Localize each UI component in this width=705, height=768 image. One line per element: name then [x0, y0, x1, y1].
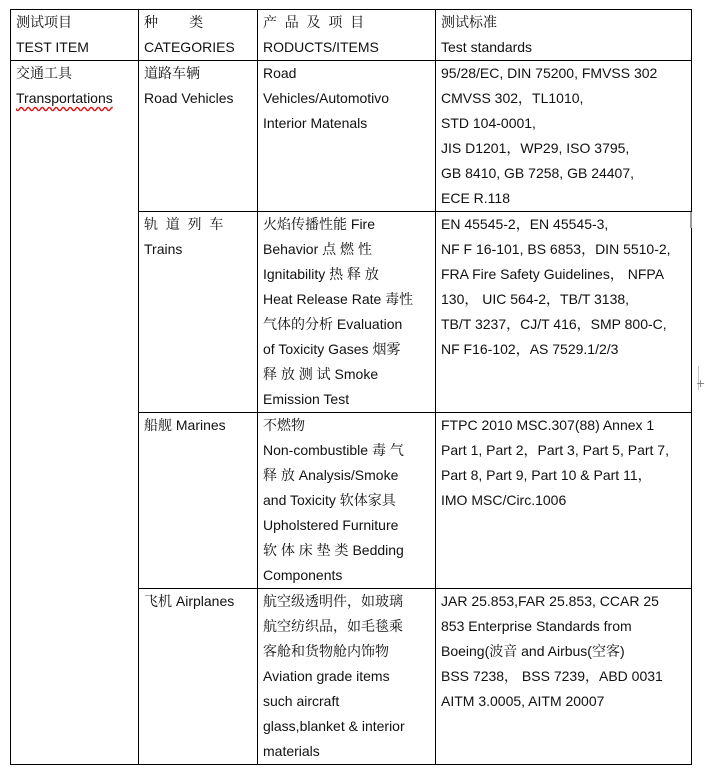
category-line: 轨 道 列 车 [144, 216, 224, 232]
category-line: 船舰 Marines [144, 417, 226, 433]
standard-line: FTPC 2010 MSC.307(88) Annex 1 [441, 417, 655, 433]
header-row [11, 10, 692, 61]
standard-line: EN 45545-2，EN 45545-3, [441, 216, 609, 232]
products-cell [258, 212, 436, 413]
product-line: 航空级透明件，如玻璃 [263, 593, 403, 609]
table-row-road-vehicles [11, 61, 692, 212]
products-cell [258, 589, 436, 765]
standard-line: 130， UIC 564-2，TB/T 3138, [441, 291, 630, 307]
standard-line: Boeing(波音 and Airbus(空客) [441, 643, 625, 659]
product-line: Behavior 点 燃 性 [263, 241, 372, 257]
header-prod-zh: 产 品 及 项 目 [263, 14, 365, 30]
category-cell [139, 212, 258, 413]
header-prod-en: RODUCTS/ITEMS [263, 39, 379, 55]
category-line: 道路车辆 [144, 65, 200, 81]
product-line: 不燃物 [263, 417, 305, 433]
standards-cell [436, 212, 692, 413]
product-line: 航空纺织品，如毛毯乘 [263, 618, 403, 634]
standards-cell [436, 61, 692, 212]
standard-line: STD 104-0001, [441, 115, 536, 131]
product-line: Ignitability 热 释 放 [263, 266, 379, 282]
header-cat-zh: 种 类 [144, 14, 204, 30]
standard-line: GB 8410, GB 7258, GB 24407, [441, 165, 635, 181]
products-cell [258, 413, 436, 589]
standard-line: JAR 25.853,FAR 25.853, CCAR 25 [441, 593, 659, 609]
products-cell [258, 61, 436, 212]
product-line: 释 放 测 试 Smoke [263, 366, 379, 382]
product-line: such aircraft [263, 693, 340, 709]
product-line: Aviation grade items [263, 668, 390, 684]
header-standards [436, 10, 692, 61]
standard-line: 853 Enterprise Standards from [441, 618, 632, 634]
product-line: glass,blanket & interior [263, 718, 405, 734]
header-item-zh: 测试项目 [16, 14, 72, 30]
standard-line: ECE R.118 [441, 190, 510, 206]
header-std-en: Test standards [441, 39, 533, 55]
standard-line: Part 8, Part 9, Part 10 & Part 11， [441, 467, 652, 483]
product-line: 软 体 床 垫 类 Bedding [263, 542, 404, 558]
product-line: Non-combustible 毒 气 [263, 442, 404, 458]
header-std-zh: 测试标准 [441, 14, 497, 30]
product-line: of Toxicity Gases 烟雾 [263, 341, 401, 357]
product-line: Upholstered Furniture [263, 517, 399, 533]
standard-line: Part 1, Part 2，Part 3, Part 5, Part 7, [441, 442, 669, 458]
test-item-zh: 交通工具 [16, 65, 72, 81]
product-line: 火焰传播性能 Fire [263, 216, 375, 232]
category-cell [139, 413, 258, 589]
standard-line: TB/T 3237，CJ/T 416，SMP 800-C, [441, 316, 667, 332]
product-line: materials [263, 743, 320, 759]
header-test-item [11, 10, 139, 61]
standard-line: NF F16-102，AS 7529.1/2/3 [441, 341, 619, 357]
standard-line: BSS 7238， BSS 7239，ABD 0031 [441, 668, 663, 684]
test-item-en: Transportations [16, 90, 113, 106]
standards-table [10, 9, 692, 765]
test-item-cell [11, 61, 139, 765]
standards-cell [436, 413, 692, 589]
product-line: 气体的分析 Evaluation [263, 316, 403, 332]
category-line: Trains [144, 241, 183, 257]
product-line: Emission Test [263, 391, 350, 407]
category-line: 飞机 Airplanes [144, 593, 235, 609]
row-boundary-marker [690, 212, 692, 228]
product-line: Interior Matenals [263, 115, 368, 131]
standard-line: FRA Fire Safety Guidelines， NFPA [441, 266, 665, 282]
category-line: Road Vehicles [144, 90, 234, 106]
product-line: 客舱和货物舱内饰物 [263, 643, 389, 659]
header-categories [139, 10, 258, 61]
product-line: Components [263, 567, 343, 583]
standard-line: 95/28/EC, DIN 75200, FMVSS 302 [441, 65, 658, 81]
category-cell [139, 61, 258, 212]
plus-icon[interactable]: + [696, 377, 705, 390]
standard-line: IMO MSC/Circ.1006 [441, 492, 567, 508]
header-cat-en: CATEGORIES [144, 39, 235, 55]
product-line: Vehicles/Automotivo [263, 90, 390, 106]
standard-line: CMVSS 302，TL1010, [441, 90, 584, 106]
standard-line: JIS D1201，WP29, ISO 3795, [441, 140, 630, 156]
product-line: Heat Release Rate 毒性 [263, 291, 414, 307]
product-line: Road [263, 65, 297, 81]
standards-cell [436, 589, 692, 765]
product-line: 释 放 Analysis/Smoke [263, 467, 399, 483]
category-cell [139, 589, 258, 765]
header-item-en: TEST ITEM [16, 39, 89, 55]
product-line: and Toxicity 软体家具 [263, 492, 396, 508]
header-products [258, 10, 436, 61]
standard-line: NF F 16-101, BS 6853，DIN 5510-2, [441, 241, 671, 257]
standard-line: AITM 3.0005, AITM 20007 [441, 693, 605, 709]
